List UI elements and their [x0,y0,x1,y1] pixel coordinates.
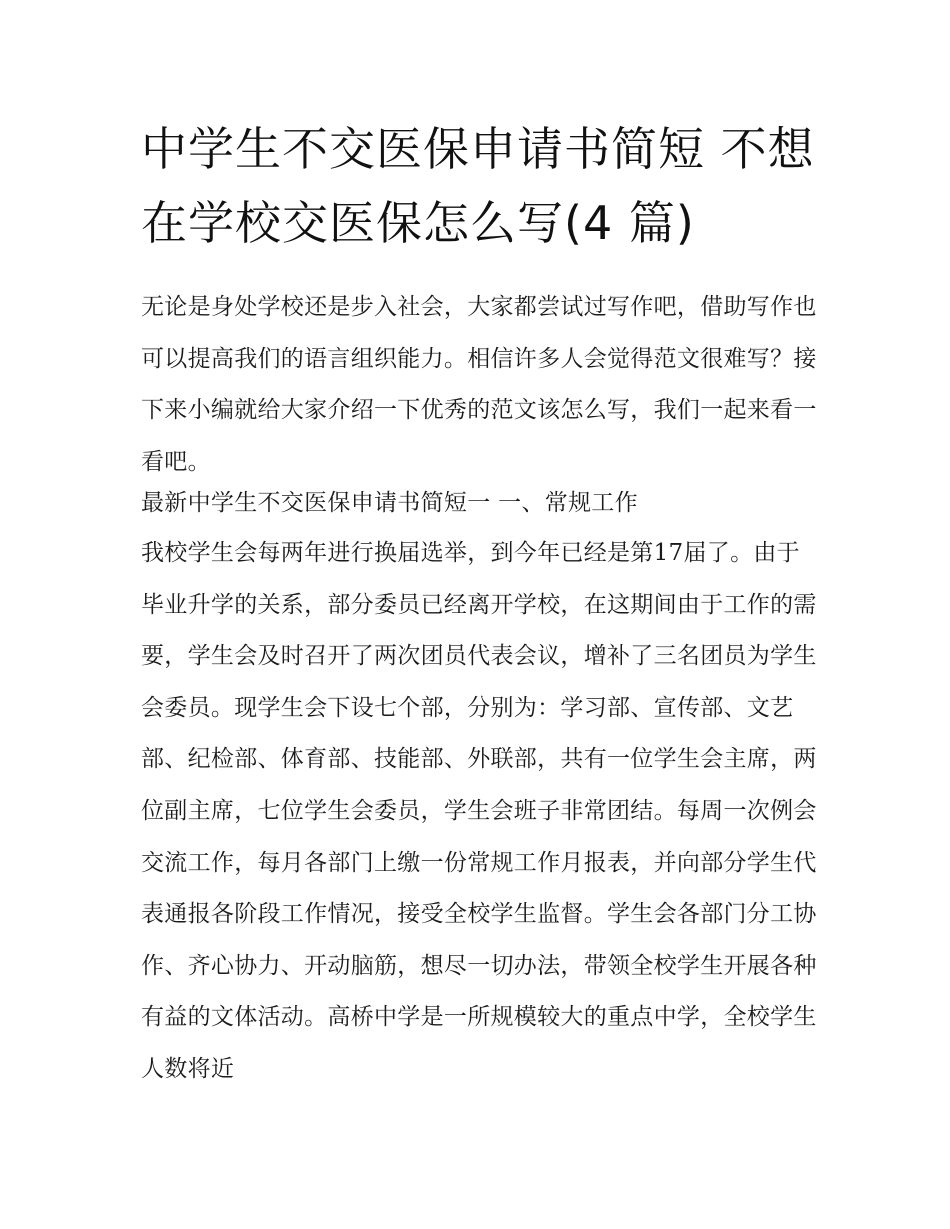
section-heading: 最新中学生不交医保申请书简短一 一、常规工作 [141,490,638,516]
intro-paragraph: 无论是身处学校还是步入社会，大家都尝试过写作吧，借助写作也可以提高我们的语言组织能力。相信许多人会觉得范文很难写？接下来小编就给大家介绍一下优秀的范文该怎么写，我们一起来看一看吧。 [141,294,817,475]
document-title: 中学生不交医保申请书简短 不想在学校交医保怎么写(4 篇) [141,122,815,250]
section-body-paragraph: 我校学生会每两年进行换届选举，到今年已经是第17届了。由于毕业升学的关系，部分委员已经离开学校，在这期间由于工作的需要，学生会及时召开了两次团员代表会议，增补了三名团员为学生会委员。现学生会下设七个部，分别为：学习部、宣传部、文艺部、纪检部、体育部、技能部、外联部，共有一位学生会主席，两位副主席，七位学生会委员，学生会班子非常团结。每周一次例会交流工作，每月各部门上缴一份常规工作月报表，并向部分学生代表通报各阶段工作情况，接受全校学生监督。学生会各部门分工协作、齐心协力、开动脑筋，想尽一切办法，带领全校学生开展各种有益的文体活动。高桥中学是一所规模较大的重点中学，全校学生人数将近 [141,540,817,1082]
